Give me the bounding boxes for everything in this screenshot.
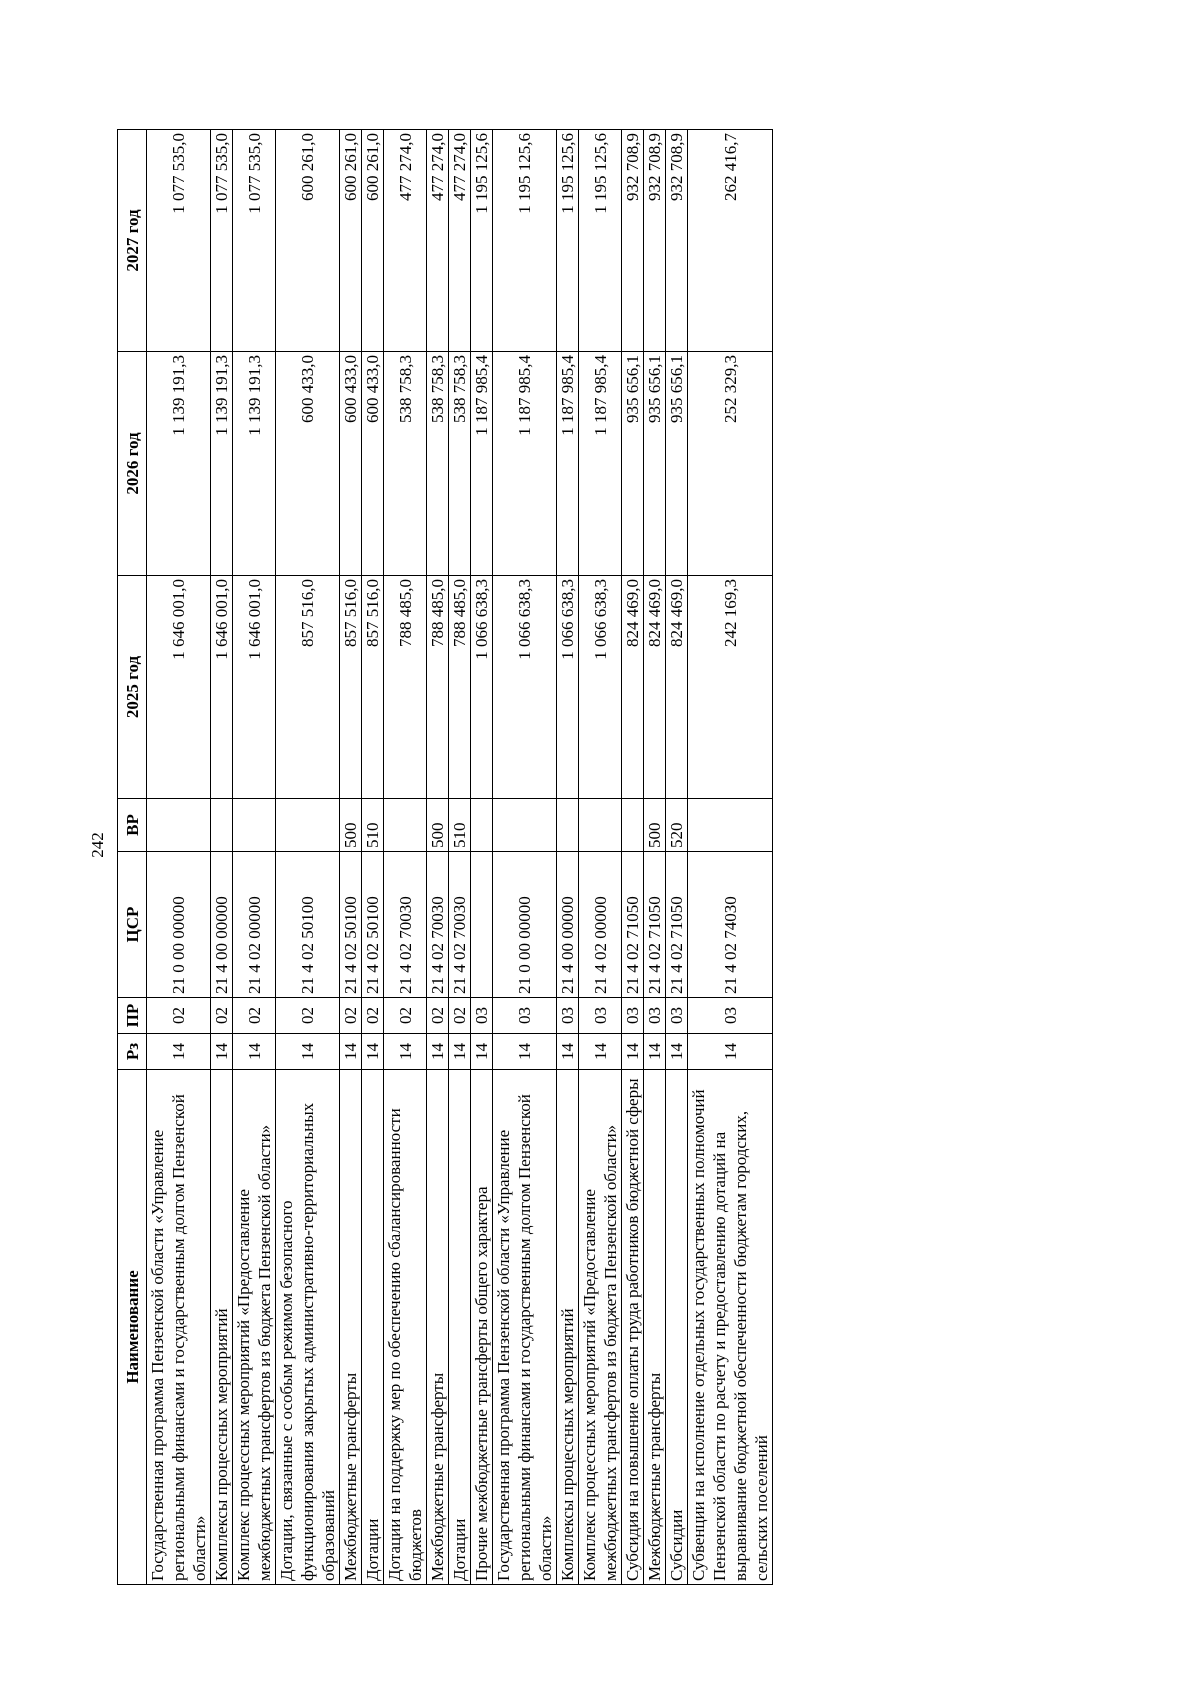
cell-2026: 935 656,1: [666, 352, 688, 576]
table-row: [644, 130, 666, 1585]
cell-name: Дотации, связанные с особым режимом безопасного функционирования закрытых административно-территориальных образований: [276, 1070, 340, 1585]
cell-2026: 1 187 985,4: [471, 352, 493, 576]
cell-vr: [579, 799, 622, 852]
table-row: [147, 130, 211, 1585]
cell-name: Межбюджетные трансферты: [427, 1070, 449, 1585]
cell-rz: 14: [471, 1034, 493, 1070]
header-vr: ВР: [118, 799, 147, 852]
table-row: [362, 130, 384, 1585]
table-row: [579, 130, 622, 1585]
cell-vr: 500: [340, 799, 362, 852]
cell-name: Дотации на поддержку мер по обеспечению сбалансированности бюджетов: [384, 1070, 427, 1585]
table-row: [622, 130, 644, 1585]
cell-csr: 21 4 02 71050: [622, 852, 644, 998]
cell-pr: 03: [557, 998, 579, 1034]
cell-2026: 538 758,3: [427, 352, 449, 576]
cell-name: Государственная программа Пензенской области «Управление региональными финансами и государственным долгом Пензенской области»: [147, 1070, 211, 1585]
cell-rz: 14: [622, 1034, 644, 1070]
cell-2026: 1 187 985,4: [579, 352, 622, 576]
cell-name: Межбюджетные трансферты: [340, 1070, 362, 1585]
header-name: Наименование: [118, 1070, 147, 1585]
cell-pr: 03: [471, 998, 493, 1034]
table-row: [233, 130, 276, 1585]
cell-csr: 21 4 02 70030: [384, 852, 427, 998]
cell-name: Прочие межбюджетные трансферты общего характера: [471, 1070, 493, 1585]
cell-pr: 03: [579, 998, 622, 1034]
cell-2025: 788 485,0: [384, 576, 427, 799]
cell-vr: [622, 799, 644, 852]
cell-2027: 1 195 125,6: [579, 130, 622, 352]
cell-rz: 14: [211, 1034, 233, 1070]
cell-2026: 1 187 985,4: [493, 352, 557, 576]
table-row: [471, 130, 493, 1585]
header-csr: ЦСР: [118, 852, 147, 998]
cell-2026: 1 139 191,3: [147, 352, 211, 576]
cell-2026: 600 433,0: [362, 352, 384, 576]
cell-vr: [276, 799, 340, 852]
header-pr: ПР: [118, 998, 147, 1034]
cell-rz: 14: [688, 1034, 773, 1070]
cell-rz: 14: [147, 1034, 211, 1070]
header-2027: 2027 год: [118, 130, 147, 352]
cell-rz: 14: [666, 1034, 688, 1070]
table-header-row: [118, 130, 147, 1585]
cell-rz: 14: [449, 1034, 471, 1070]
cell-csr: 21 4 02 50100: [340, 852, 362, 998]
cell-2027: 932 708,9: [644, 130, 666, 352]
cell-pr: 02: [233, 998, 276, 1034]
cell-csr: 21 4 02 50100: [362, 852, 384, 998]
table-row: [449, 130, 471, 1585]
cell-2026: 1 187 985,4: [557, 352, 579, 576]
cell-2026: 935 656,1: [622, 352, 644, 576]
cell-csr: 21 4 02 70030: [427, 852, 449, 998]
cell-pr: 03: [666, 998, 688, 1034]
cell-pr: 03: [622, 998, 644, 1034]
cell-2025: 1 646 001,0: [211, 576, 233, 799]
cell-2026: 1 139 191,3: [211, 352, 233, 576]
cell-2027: 600 261,0: [340, 130, 362, 352]
cell-csr: 21 0 00 00000: [147, 852, 211, 998]
cell-2027: 1 195 125,6: [557, 130, 579, 352]
cell-2025: 1 066 638,3: [493, 576, 557, 799]
cell-2025: 1 646 001,0: [147, 576, 211, 799]
rotated-page-content: [117, 130, 1077, 1585]
cell-rz: 14: [644, 1034, 666, 1070]
cell-rz: 14: [362, 1034, 384, 1070]
table-row: [557, 130, 579, 1585]
cell-vr: 510: [362, 799, 384, 852]
header-rz: Рз: [118, 1034, 147, 1070]
cell-2027: 600 261,0: [276, 130, 340, 352]
header-2025: 2025 год: [118, 576, 147, 799]
cell-pr: 02: [276, 998, 340, 1034]
cell-name: Субсидии: [666, 1070, 688, 1585]
cell-rz: 14: [233, 1034, 276, 1070]
cell-name: Дотации: [362, 1070, 384, 1585]
cell-rz: 14: [427, 1034, 449, 1070]
cell-pr: 02: [147, 998, 211, 1034]
cell-2025: 242 169,3: [688, 576, 773, 799]
cell-vr: 510: [449, 799, 471, 852]
cell-pr: 02: [211, 998, 233, 1034]
cell-rz: 14: [579, 1034, 622, 1070]
cell-2027: 932 708,9: [666, 130, 688, 352]
cell-2026: 1 139 191,3: [233, 352, 276, 576]
cell-name: Государственная программа Пензенской области «Управление региональными финансами и государственным долгом Пензенской области»: [493, 1070, 557, 1585]
cell-2026: 600 433,0: [276, 352, 340, 576]
cell-name: Комплексы процессных мероприятий: [557, 1070, 579, 1585]
cell-2027: 477 274,0: [449, 130, 471, 352]
cell-pr: 03: [493, 998, 557, 1034]
cell-csr: 21 4 00 00000: [557, 852, 579, 998]
cell-2027: 262 416,7: [688, 130, 773, 352]
cell-vr: [493, 799, 557, 852]
cell-pr: 02: [427, 998, 449, 1034]
cell-vr: 520: [666, 799, 688, 852]
cell-csr: 21 4 02 00000: [579, 852, 622, 998]
cell-vr: [233, 799, 276, 852]
cell-vr: [471, 799, 493, 852]
cell-2027: 1 195 125,6: [471, 130, 493, 352]
cell-2027: 600 261,0: [362, 130, 384, 352]
cell-vr: [688, 799, 773, 852]
cell-csr: 21 4 02 71050: [644, 852, 666, 998]
table-row: [688, 130, 773, 1585]
cell-pr: 02: [340, 998, 362, 1034]
cell-name: Дотации: [449, 1070, 471, 1585]
cell-csr: 21 4 02 00000: [233, 852, 276, 998]
table-row: [493, 130, 557, 1585]
cell-2027: 477 274,0: [384, 130, 427, 352]
cell-name: Комплекс процессных мероприятий «Предоставление межбюджетных трансфертов из бюджета Пензенской области»: [233, 1070, 276, 1585]
table-row: [384, 130, 427, 1585]
page-number: 242: [88, 832, 107, 858]
cell-2027: 932 708,9: [622, 130, 644, 352]
cell-2025: 857 516,0: [276, 576, 340, 799]
cell-2025: 824 469,0: [622, 576, 644, 799]
cell-2025: 1 066 638,3: [557, 576, 579, 799]
cell-2027: 1 077 535,0: [211, 130, 233, 352]
cell-name: Комплексы процессных мероприятий: [211, 1070, 233, 1585]
cell-rz: 14: [493, 1034, 557, 1070]
cell-2027: 1 077 535,0: [233, 130, 276, 352]
cell-vr: [557, 799, 579, 852]
cell-2026: 538 758,3: [449, 352, 471, 576]
cell-2027: 1 077 535,0: [147, 130, 211, 352]
cell-vr: [147, 799, 211, 852]
cell-2027: 1 195 125,6: [493, 130, 557, 352]
cell-vr: [211, 799, 233, 852]
cell-csr: 21 4 02 70030: [449, 852, 471, 998]
header-2026: 2026 год: [118, 352, 147, 576]
cell-2025: 788 485,0: [427, 576, 449, 799]
cell-vr: [384, 799, 427, 852]
table-row: [340, 130, 362, 1585]
cell-2025: 1 646 001,0: [233, 576, 276, 799]
cell-2025: 1 066 638,3: [579, 576, 622, 799]
cell-csr: [471, 852, 493, 998]
cell-2025: 1 066 638,3: [471, 576, 493, 799]
cell-pr: 03: [688, 998, 773, 1034]
cell-rz: 14: [340, 1034, 362, 1070]
table-row: [666, 130, 688, 1585]
cell-csr: 21 4 02 50100: [276, 852, 340, 998]
cell-name: Комплекс процессных мероприятий «Предоставление межбюджетных трансфертов из бюджета Пензенской области»: [579, 1070, 622, 1585]
cell-pr: 02: [362, 998, 384, 1034]
cell-name: Субвенции на исполнение отдельных государственных полномочий Пензенской области по расчету и предоставлению дотаций на выравнивание бюджетной обеспеченности бюджетам городских, сельских поселений: [688, 1070, 773, 1585]
budget-table: [117, 129, 773, 1585]
cell-csr: 21 4 00 00000: [211, 852, 233, 998]
cell-2027: 477 274,0: [427, 130, 449, 352]
cell-pr: 03: [644, 998, 666, 1034]
cell-2026: 538 758,3: [384, 352, 427, 576]
cell-csr: 21 4 02 74030: [688, 852, 773, 998]
cell-2025: 824 469,0: [666, 576, 688, 799]
cell-2026: 252 329,3: [688, 352, 773, 576]
cell-2025: 824 469,0: [644, 576, 666, 799]
cell-2026: 600 433,0: [340, 352, 362, 576]
cell-rz: 14: [276, 1034, 340, 1070]
table-row: [427, 130, 449, 1585]
cell-name: Субсидия на повышение оплаты труда работников бюджетной сферы: [622, 1070, 644, 1585]
cell-name: Межбюджетные трансферты: [644, 1070, 666, 1585]
cell-rz: 14: [384, 1034, 427, 1070]
table-body: [147, 130, 773, 1585]
cell-pr: 02: [384, 998, 427, 1034]
cell-2025: 788 485,0: [449, 576, 471, 799]
cell-csr: 21 0 00 00000: [493, 852, 557, 998]
table-row: [211, 130, 233, 1585]
cell-2025: 857 516,0: [362, 576, 384, 799]
cell-vr: 500: [427, 799, 449, 852]
cell-2025: 857 516,0: [340, 576, 362, 799]
cell-pr: 02: [449, 998, 471, 1034]
cell-2026: 935 656,1: [644, 352, 666, 576]
table-row: [276, 130, 340, 1585]
cell-vr: 500: [644, 799, 666, 852]
cell-rz: 14: [557, 1034, 579, 1070]
cell-csr: 21 4 02 71050: [666, 852, 688, 998]
